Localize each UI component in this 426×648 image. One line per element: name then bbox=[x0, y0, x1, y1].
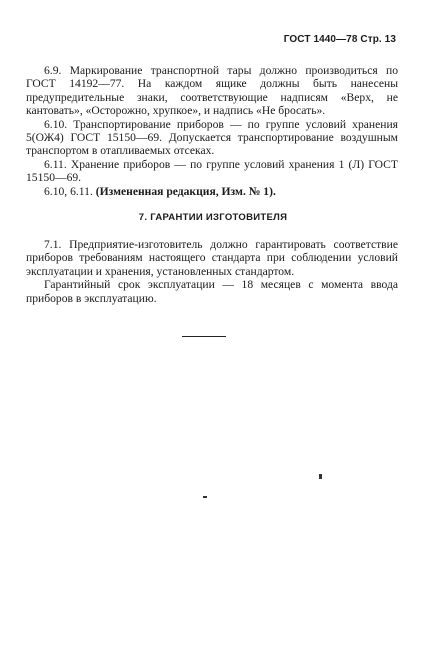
paragraph-6-11: 6.11. Хранение приборов — по группе условий хранения 1 (Л) ГОСТ 15150—69. bbox=[26, 157, 398, 185]
amendment-ref: 6.10, 6.11. bbox=[44, 184, 93, 198]
amendment-note bbox=[26, 185, 398, 198]
amendment-text: (Измененная редакция, Изм. № 1). bbox=[95, 184, 276, 198]
paragraph-6-10: 6.10. Транспортирование приборов — по группе условий хранения 5(ОЖ4) ГОСТ 15150—69. Допускается транспортирование воздушным транспортом в отапливаемых отсеках. bbox=[26, 117, 398, 158]
section-storage-transport bbox=[26, 64, 398, 198]
page-header: ГОСТ 1440—78 Стр. 13 bbox=[283, 34, 396, 45]
paragraph-warranty-period: Гарантийный срок эксплуатации — 18 месяцев с момента ввода приборов в эксплуатацию. bbox=[26, 278, 398, 305]
scan-speck bbox=[203, 496, 207, 498]
paragraph-6-9: 6.9. Маркирование транспортной тары должно производиться по ГОСТ 14192—77. На каждом ящике должны быть нанесены предупредительные знаки, соответствующие надписям «Верх, не кантовать», «Осторожно, хрупкое», и надпись «Не бросать». bbox=[26, 64, 398, 118]
section-warranty bbox=[26, 238, 398, 305]
section-title-warranty: 7. ГАРАНТИИ ИЗГОТОВИТЕЛЯ bbox=[138, 212, 288, 223]
scan-speck bbox=[319, 474, 322, 479]
paragraph-7-1: 7.1. Предприятие-изготовитель должно гарантировать соответствие приборов требованиям настоящего стандарта при соблюдении условий эксплуатации и хранения, установленных стандартом. bbox=[26, 238, 398, 278]
end-divider bbox=[182, 336, 226, 337]
